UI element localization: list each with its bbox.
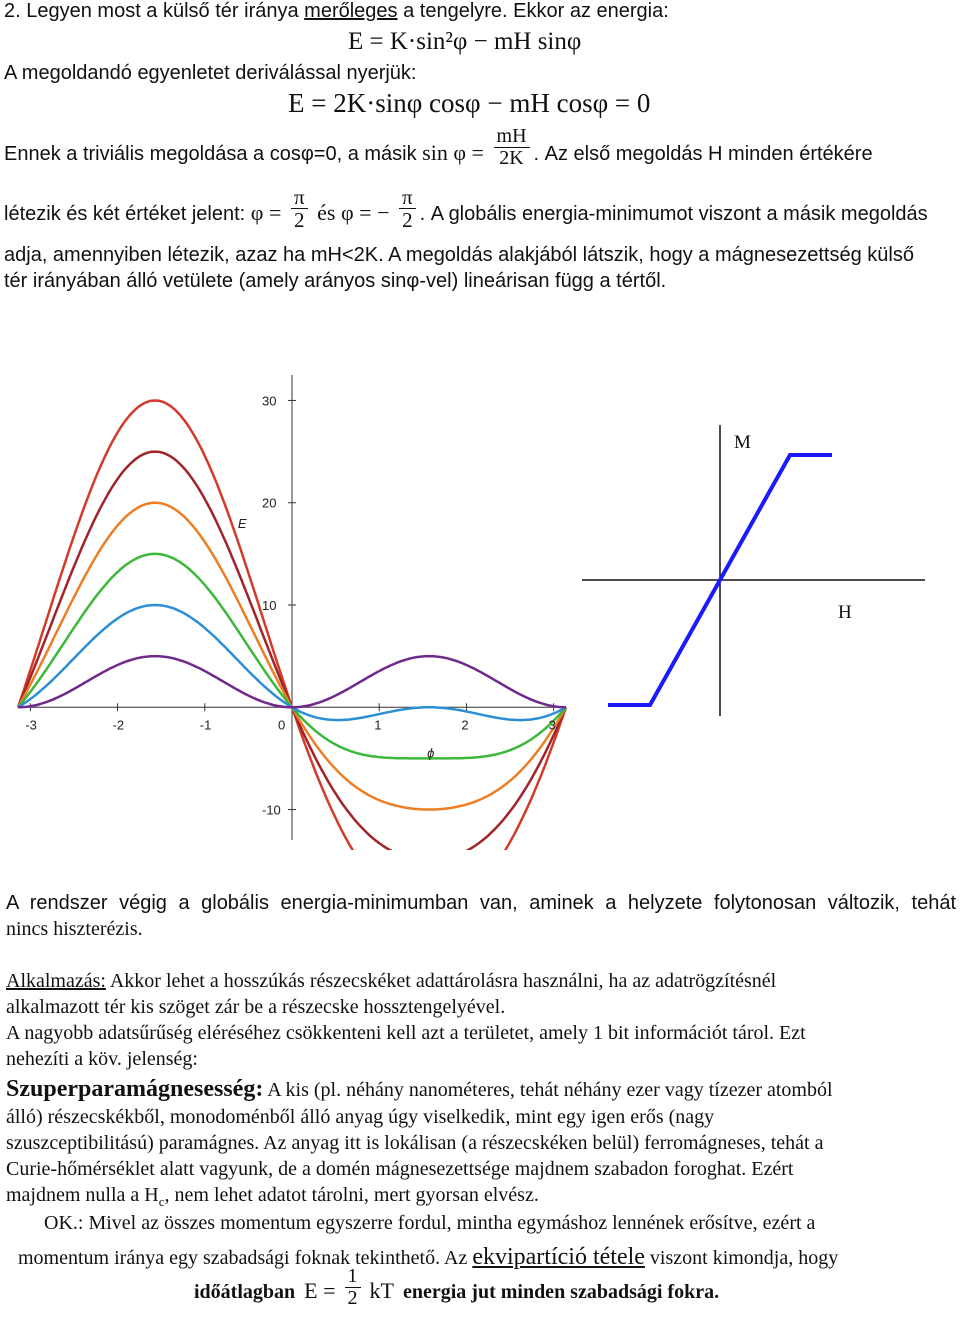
energy-equation: E = K·sin²φ − mH sinφ — [348, 28, 582, 55]
paragraph-2-line-2: alkalmazott tér kis szöget zár be a részecske hossztengelyével. — [6, 996, 506, 1018]
x-tick-label: 3 — [548, 717, 556, 733]
paragraph-3-line-2: nehezíti a köv. jelenség: — [6, 1048, 198, 1070]
mh-axes — [582, 425, 925, 716]
x-tick-label: -1 — [199, 717, 212, 733]
paragraph-4-line-1: Szuperparamágnesesség: A kis (pl. néhány nanométeres, tehát néhány ezer vagy tízezer atomból — [6, 1076, 833, 1102]
paragraph-1-line-1: A rendszer végig a globális energia-minimumban van, aminek a helyzete folytonosan változik, tehát — [6, 892, 956, 914]
minus-pi-half-fraction: $\frac{\pi}{2}$ — [399, 186, 416, 231]
intro-line-2: A megoldandó egyenletet deriválással nyerjük: — [4, 62, 417, 84]
paragraph-1-line-2: nincs hiszterézis. — [6, 918, 143, 940]
intro-line-5: adja, amennyiben létezik, azaz ha mH<2K. A megoldás alakjából látszik, hogy a mágnesezettség külső — [4, 244, 914, 266]
x-tick-label: -2 — [112, 717, 125, 733]
intro-line-3: Ennek a triviális megoldása a cosφ=0, a másik sin φ = $\frac{mH}{2K}$ . Az első megoldás H minden értékére — [4, 125, 873, 170]
paragraph-5-line-1: OK.: Mivel az összes momentum egyszerre fordul, mintha egymáshoz lennének erősítve, ezért a — [44, 1212, 816, 1234]
y-tick-label: -10 — [262, 802, 281, 818]
paragraph-6: időátlagban E = $\frac{1}{2}$ kT energia jut minden szabadsági fokra. — [194, 1265, 720, 1309]
x-tick-label: 2 — [461, 717, 469, 733]
equipartition-link[interactable]: ekvipartíció tétele — [472, 1244, 645, 1270]
pi-half-fraction: $\frac{\pi}{2}$ — [291, 186, 308, 231]
x-tick-label: -3 — [25, 717, 37, 733]
paragraph-4-line-3: szuszceptibilitású) paramágnes. Az anyag itt is lokálisan (a részecskéken belül) ferromágneses, tehát a — [6, 1132, 824, 1154]
application-label: Alkalmazás: — [6, 970, 106, 992]
paragraph-2-line-1: Alkalmazás: Akkor lehet a hosszúkás részecskéket adattárolásra használni, ha az adatrögzítésnél — [6, 970, 777, 992]
intro-line-1: 2. Legyen most a külső tér iránya merőleges a tengelyre. Ekkor az energia: — [4, 0, 669, 22]
magnetization-chart — [580, 420, 950, 720]
intro-line-6: tér irányában álló vetülete (amely arányos sinφ-vel) lineárisan függ a tértől. — [4, 270, 667, 292]
energy-axes — [18, 375, 566, 840]
intro-line-4: létezik és két értéket jelent: φ = $\frac{\pi}{2}$ és φ = − $\frac{\pi}{2}$ . A globális energia-minimumot viszont a másik megoldás — [4, 185, 928, 233]
paragraph-4-line-2: álló) részecskékből, monodoménből álló anyag úgy viselkedik, mint egy igen erős (nagy — [6, 1106, 715, 1128]
paragraph-4-line-5: majdnem nulla a $H_c$, nem lehet adatot tárolni, mert gyorsan elvész. — [6, 1184, 539, 1209]
superparamagnetism-term: Szuperparamágnesesség: — [6, 1076, 264, 1102]
sin-phi-fraction: $\frac{mH}{2K}$ — [494, 126, 530, 169]
y-axis-label: E — [237, 516, 247, 532]
one-half-fraction: $\frac{1}{2}$ — [345, 1266, 361, 1309]
m-axis-label: M — [734, 432, 751, 453]
y-tick-label: 10 — [262, 598, 277, 613]
x-axis-label: ϕ — [427, 745, 435, 761]
h-axis-label: H — [838, 602, 852, 623]
paragraph-4-line-4: Curie-hőmérséklet alatt vagyunk, de a domén mágnesezettsége majdnem szabadon foroghat. Ezért — [6, 1158, 794, 1180]
x-tick-label: 1 — [374, 717, 382, 733]
y-tick-label: 20 — [262, 495, 277, 511]
energy-chart — [0, 360, 580, 850]
y-tick-label: 30 — [262, 393, 277, 409]
paragraph-3-line-1: A nagyobb adatsűrűség eléréséhez csökkenteni kell azt a területet, amely 1 bit információt tárol. Ezt — [6, 1022, 806, 1044]
mh-labels — [734, 432, 852, 623]
x-tick-label: 0 — [278, 717, 286, 733]
derivative-equation: E = 2K·sinφ cosφ − mH cosφ = 0 — [288, 88, 651, 118]
paragraph-5-line-2: momentum iránya egy szabadsági foknak tekinthető. Az ekvipartíció tétele viszont kimondja, hogy — [18, 1244, 839, 1270]
